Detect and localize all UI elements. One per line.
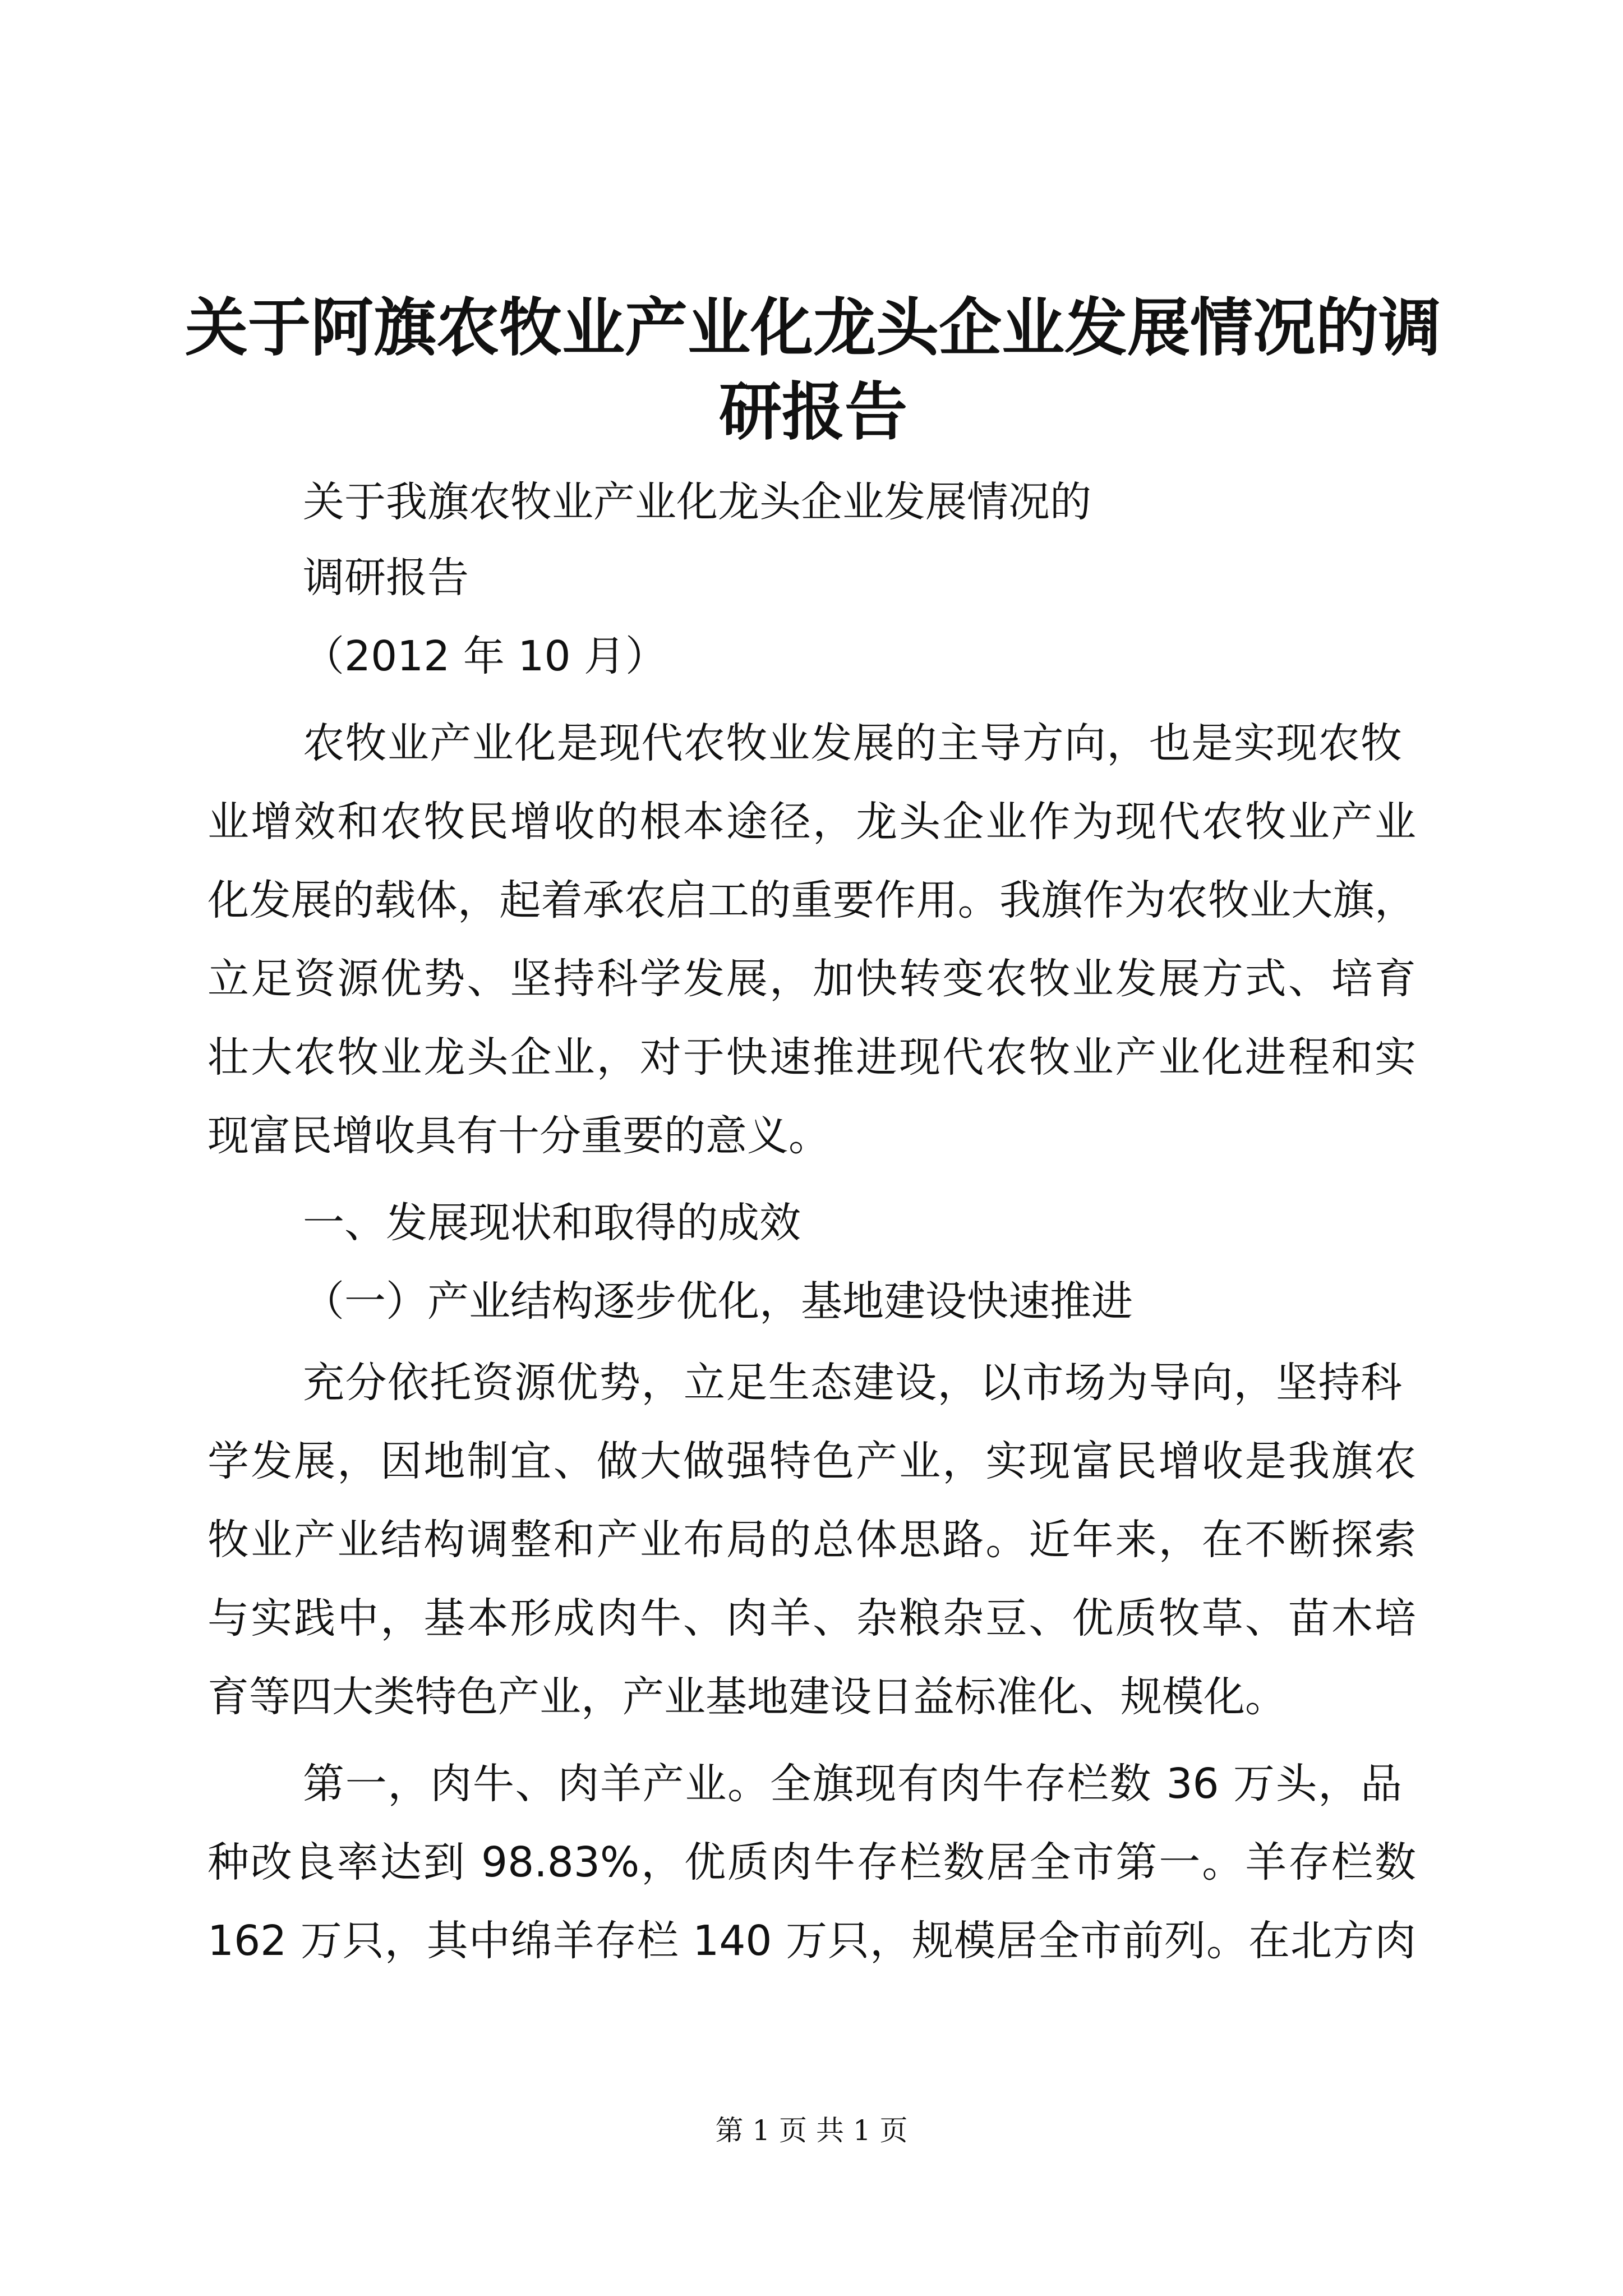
paragraph-3-line: 种改良率达到 98.83%，优质肉牛存栏数居全市第一。羊存栏数 [208, 1838, 1416, 1887]
paragraph-2-line: 育等四大类特色产业，产业基地建设日益标准化、规模化。 [208, 1673, 1287, 1721]
report-date: （2012 年 10 月） [303, 632, 667, 680]
document-title-line-1: 关于阿旗农牧业产业化龙头企业发展情况的调 [185, 291, 1441, 365]
paragraph-1-line: 农牧业产业化是现代农牧业发展的主导方向，也是实现农牧 [303, 719, 1402, 767]
paragraph-3-line: 162 万只，其中绵羊存栏 140 万只，规模居全市前列。在北方肉 [208, 1917, 1416, 1965]
page-footer: 第 1 页 共 1 页 [715, 2114, 908, 2147]
document-title-line-2: 研报告 [719, 375, 907, 449]
paragraph-3-line: 第一，肉牛、肉羊产业。全旗现有肉牛存栏数 36 万头，品 [303, 1760, 1402, 1808]
paragraph-2-line: 学发展，因地制宜、做大做强特色产业，实现富民增收是我旗农 [208, 1437, 1416, 1485]
paragraph-2-line: 牧业产业结构调整和产业布局的总体思路。近年来，在不断探索 [208, 1516, 1416, 1564]
subtitle-line-1: 关于我旗农牧业产业化龙头企业发展情况的 [303, 478, 1091, 526]
paragraph-1-line: 立足资源优势、坚持科学发展，加快转变农牧业发展方式、培育 [208, 955, 1416, 1003]
paragraph-1-line: 壮大农牧业龙头企业，对于快速推进现代农牧业产业化进程和实 [208, 1033, 1416, 1082]
subtitle-line-2: 调研报告 [303, 554, 469, 602]
paragraph-2-line: 与实践中，基本形成肉牛、肉羊、杂粮杂豆、优质牧草、苗木培 [208, 1594, 1416, 1642]
paragraph-2-line: 充分依托资源优势，立足生态建设，以市场为导向，坚持科 [303, 1359, 1402, 1407]
paragraph-1-line: 现富民增收具有十分重要的意义。 [208, 1112, 830, 1160]
paragraph-1-line: 业增效和农牧民增收的根本途径，龙头企业作为现代农牧业产业 [208, 798, 1416, 846]
paragraph-1-line: 化发展的载体，起着承农启工的重要作用。我旗作为农牧业大旗， [208, 876, 1416, 924]
section-heading: 一、发展现状和取得的成效 [303, 1199, 801, 1247]
subsection-heading: （一）产业结构逐步优化，基地建设快速推进 [303, 1277, 1133, 1326]
